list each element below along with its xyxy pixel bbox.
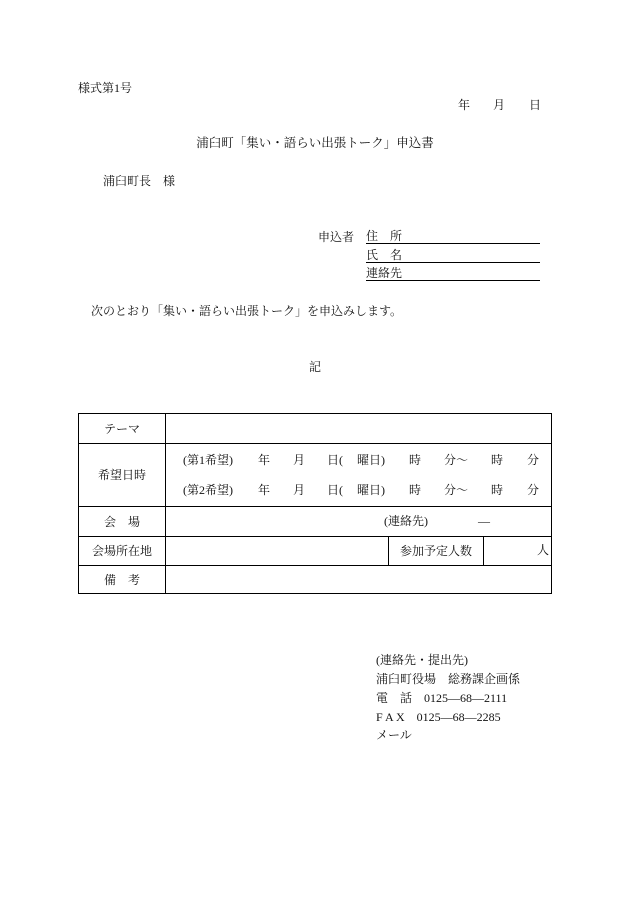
table-column-divider: [483, 536, 484, 565]
date-month-label: 月: [493, 98, 506, 112]
participants-unit: 人: [537, 543, 550, 557]
choice-1-day: 日(: [327, 453, 343, 467]
choice-1-month: 月: [293, 453, 306, 467]
choice-2-year: 年: [258, 483, 271, 497]
choice-1-hour-from: 時: [409, 453, 422, 467]
intro-text: 次のとおり「集い・語らい出張トーク」を申込みします。: [91, 304, 403, 318]
choice-2-hour-to: 時: [491, 483, 504, 497]
date-year-label: 年: [458, 98, 471, 112]
applicant-name-label: 氏 名: [366, 248, 403, 262]
addressee: 浦臼町長 様: [103, 174, 176, 188]
theme-label: テーマ: [103, 421, 140, 436]
ki-heading: 記: [308, 360, 321, 374]
contact-office: 浦臼町役場 総務課企画係: [376, 672, 521, 686]
choice-2-weekday: 曜日): [357, 483, 385, 497]
choice-2-day: 日(: [327, 483, 343, 497]
applicant-address-line: [366, 229, 540, 244]
applicant-name-line: [366, 248, 540, 263]
contact-heading: (連絡先・提出先): [376, 653, 468, 667]
choice-2-hour-from: 時: [409, 483, 422, 497]
applicant-label: 申込者: [318, 230, 355, 244]
theme-value-cell: [166, 414, 551, 443]
choice-2-minute-from: 分～: [444, 483, 469, 497]
application-table: [78, 413, 552, 594]
venue-contact-label: (連絡先): [384, 514, 428, 528]
venue-address-value-cell: [166, 537, 388, 565]
choice-2-label: (第2希望): [183, 483, 233, 497]
date-day-label: 日: [529, 98, 542, 112]
venue-contact-dash: —: [478, 514, 490, 528]
applicant-contact-line: [366, 266, 540, 281]
applicant-contact-label: 連絡先: [366, 266, 403, 280]
datetime-label: 希望日時: [97, 468, 146, 482]
choice-1-weekday: 曜日): [357, 453, 385, 467]
choice-2-month: 月: [293, 483, 306, 497]
choice-1-hour-to: 時: [491, 453, 504, 467]
remarks-value-cell: [166, 566, 551, 593]
document-title: 浦臼町「集い・語らい出張トーク」申込書: [196, 136, 434, 150]
choice-1-minute-from: 分～: [444, 453, 469, 467]
contact-phone: 電 話 0125—68—2111: [376, 691, 508, 705]
contact-email: メール: [376, 728, 412, 742]
choice-1-label: (第1希望): [183, 453, 233, 467]
choice-1-minute-to: 分: [527, 453, 540, 467]
venue-label: 会 場: [103, 514, 140, 529]
choice-2-minute-to: 分: [527, 483, 540, 497]
applicant-address-label: 住 所: [366, 229, 403, 243]
participants-label: 参加予定人数: [399, 544, 472, 558]
choice-1-year: 年: [258, 453, 271, 467]
remarks-label: 備 考: [103, 572, 140, 587]
form-number: 様式第1号: [78, 81, 133, 95]
contact-fax: F A X 0125—68—2285: [376, 710, 501, 724]
venue-address-label: 会場所在地: [91, 544, 152, 558]
